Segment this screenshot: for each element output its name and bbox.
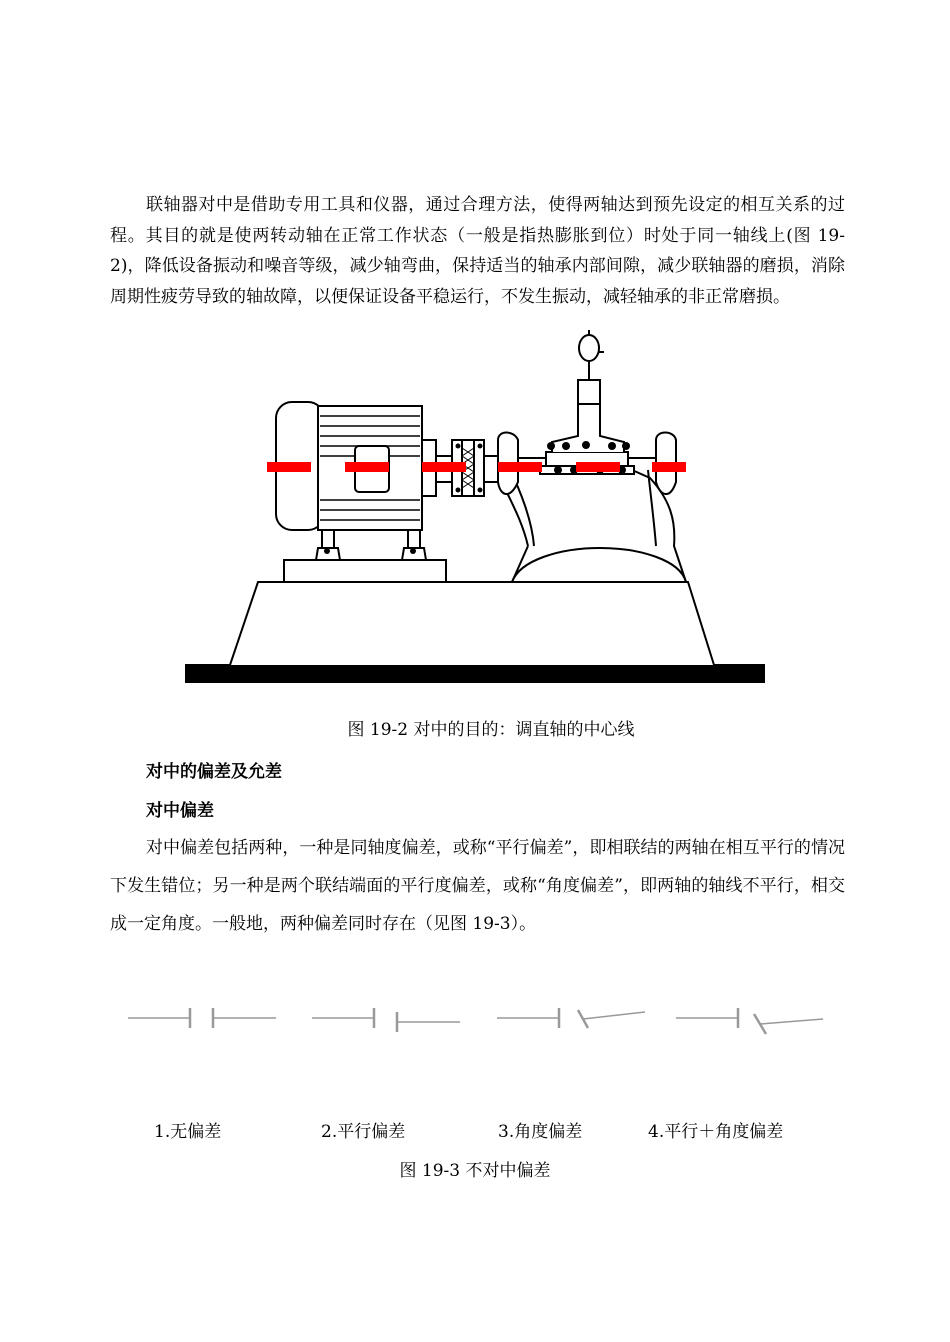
figure-19-2-caption: 图 19-2 对中的目的：调直轴的中心线 [347,720,635,740]
diagram-parallel-misalignment [312,1008,460,1032]
subsection-heading: 对中偏差 [146,801,214,821]
label-angular-misalignment: 3.角度偏差 [498,1122,583,1142]
figure-19-3-caption: 图 19-3 不对中偏差 [399,1161,551,1181]
misalignment-diagram [0,990,950,1050]
gauge [579,335,599,361]
diagram-no-misalignment [128,1008,276,1028]
pump-casing [512,548,686,582]
motor-plinth [284,560,446,582]
base-plate [186,665,764,682]
misalignment-paragraph: 对中偏差包括两种，一种是同轴度偏差，或称“平行偏差”，即相联结的两轴在相互平行的情况下发生错位；另一种是两个联结端面的平行度偏差，或称“角度偏差”，即两轴的轴线不平行，相交成一定角度。一般地，两种偏差同时存在（见图 19-3）。 [110,838,845,934]
label-combined-misalignment: 4.平行＋角度偏差 [648,1122,784,1142]
section-heading: 对中的偏差及允差 [146,762,282,782]
intro-paragraph: 联轴器对中是借助专用工具和仪器，通过合理方法，使得两轴达到预先设定的相互关系的过程。其目的就是使两转动轴在正常工作状态（一般是指热膨胀到位）时处于同一轴线上(图 19-2)，降低设备振动和噪音等级，减少轴弯曲，保持适当的轴承内部间隙，减少联轴器的磨损，消除周期性疲劳导致的轴故障，以便保证设备平稳运行，不发生振动，减轻轴承的非正常磨损。 [110,195,845,307]
diagram-angular-misalignment [497,1008,645,1028]
foundation [230,582,714,665]
coupling-half-right [474,440,484,496]
label-no-misalignment: 1.无偏差 [154,1122,222,1142]
diagram-combined-misalignment [676,1008,823,1034]
label-parallel-misalignment: 2.平行偏差 [321,1122,406,1142]
